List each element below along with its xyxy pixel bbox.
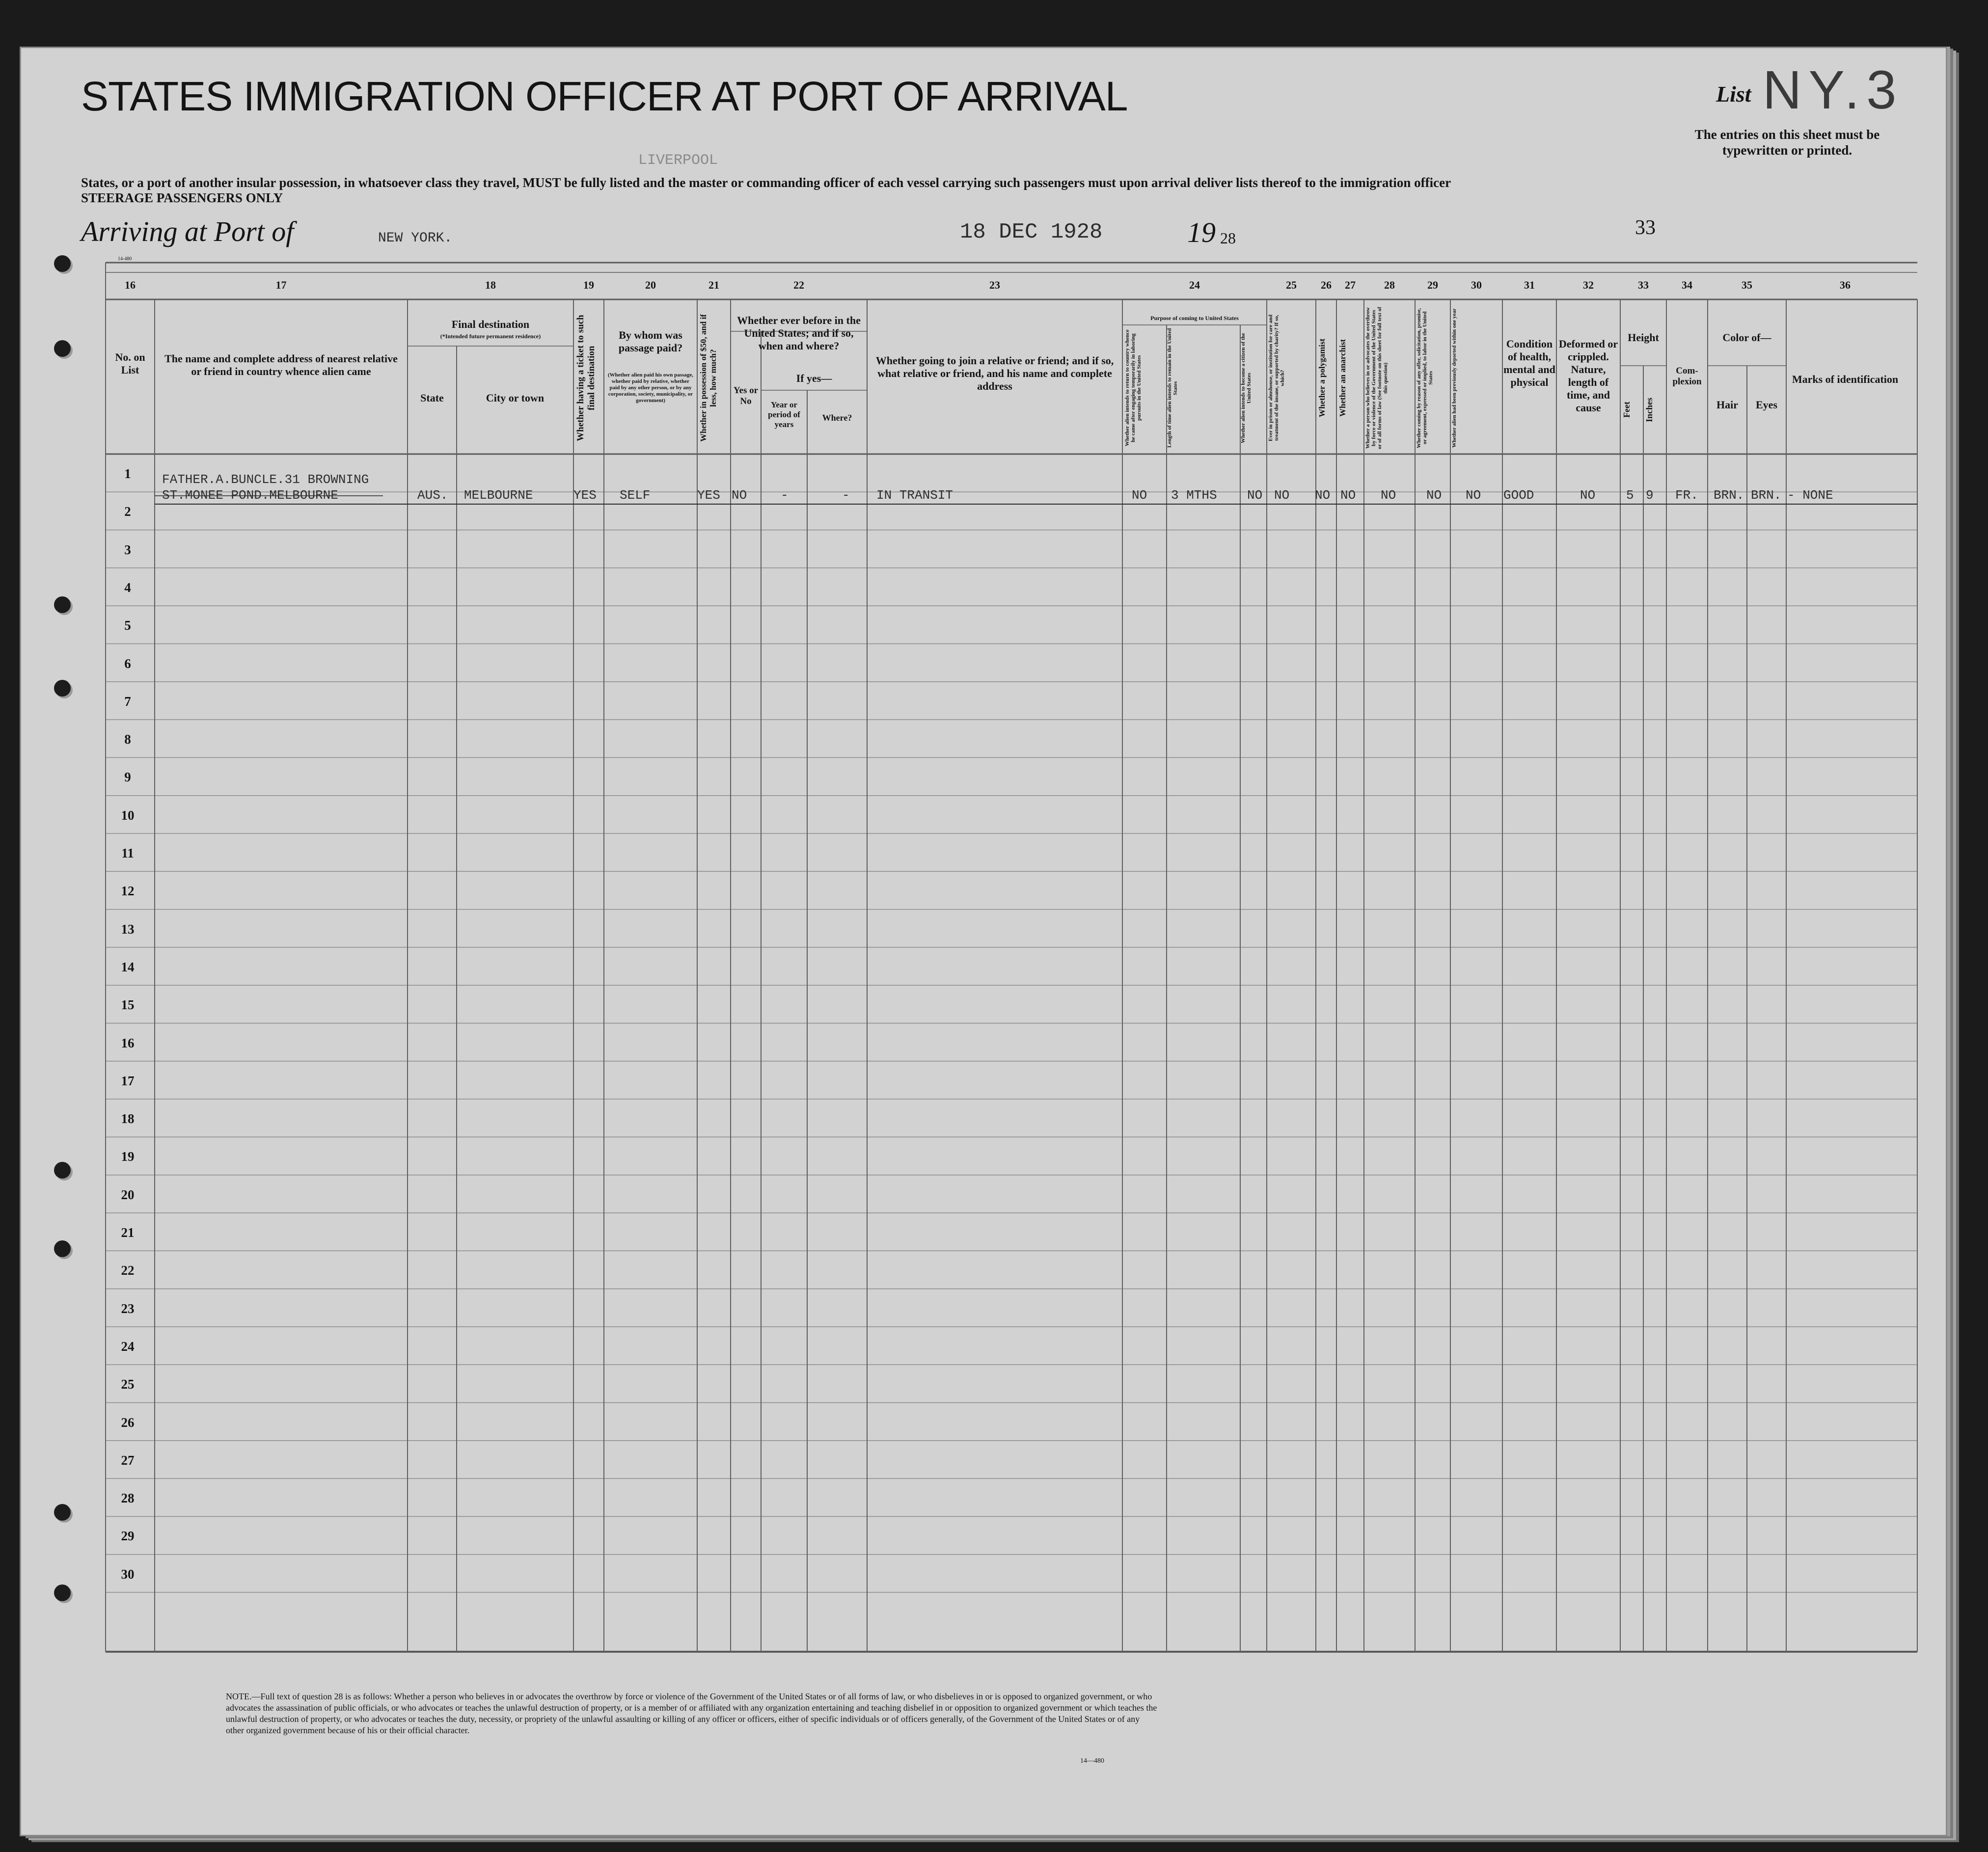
col-33: 33 [1638, 279, 1649, 291]
row-number: 2 [124, 504, 131, 519]
header-anarchist: Whether an anarchist [1338, 339, 1347, 417]
header-q30: Whether alien had been previously deported within one year [1451, 308, 1457, 448]
header-purpose-citizen: Whether alien intends to become a citizen of the United States [1240, 333, 1252, 443]
list-number: NY.3 [1763, 60, 1904, 120]
col-34: 34 [1682, 279, 1692, 291]
port-value: NEW YORK. [378, 231, 453, 246]
header-feet: Feet [1622, 402, 1632, 418]
row-number: 10 [121, 807, 135, 823]
header-eyes: Eyes [1756, 399, 1777, 411]
header-purpose: Purpose of coming to United States [1150, 315, 1239, 322]
col-35: 35 [1742, 279, 1752, 291]
entry-condition: GOOD [1503, 488, 1534, 503]
year-prefix: 19 [1187, 216, 1216, 248]
entry-prison: NO [1274, 488, 1290, 503]
header-no-on-list: No. on List [115, 351, 145, 376]
typewritten-instruction: The entries on this sheet must be typewritten or printed. [1694, 127, 1880, 158]
row-number: 17 [121, 1073, 135, 1088]
row-number: 26 [121, 1415, 135, 1430]
row-number: 22 [121, 1263, 135, 1278]
entry-ever-before: NO [732, 488, 747, 503]
header-final-destination-note: (*Intended future permanent residence) [440, 333, 541, 340]
row-number: 30 [121, 1566, 135, 1582]
col-23: 23 [989, 279, 1000, 291]
header-where: Where? [822, 413, 852, 423]
row-number: 5 [124, 618, 131, 633]
entry-city: MELBOURNE [464, 488, 533, 503]
entry-complexion: FR. [1675, 488, 1698, 503]
col-30: 30 [1471, 279, 1482, 291]
row-number: 14 [121, 959, 135, 974]
header-complexion: Com- plexion [1672, 366, 1702, 387]
header-purpose-length: Length of time alien intends to remain in the United States [1167, 328, 1178, 448]
header-q29: Whether coming by reason of any offer, solicitation, promise, or agreement, expressed or implied, to labor in the United States [1416, 308, 1434, 448]
col-31: 31 [1524, 279, 1535, 291]
header-yes-or-no: Yes or No [733, 385, 759, 406]
entry-relative-line2: ST.MONEE POND.MELBOURNE [162, 488, 338, 503]
row-number: 7 [124, 694, 131, 709]
col-16: 16 [125, 279, 136, 291]
entry-ticket: YES [573, 488, 597, 503]
entry-q29: NO [1426, 488, 1442, 503]
col-19: 19 [583, 279, 594, 291]
header-prison: Ever in prison or almshouse, or institution for care and treatment of the insane, or supported by charity? If so, which? [1268, 314, 1285, 442]
entry-joining: IN TRANSIT [876, 488, 953, 503]
row-number: 23 [121, 1301, 135, 1316]
entry-marks: - NONE [1787, 488, 1833, 503]
row-number: 18 [121, 1111, 135, 1127]
header-joining: Whether going to join a relative or friend; and if so, what relative or friend, and his name and complete address [875, 354, 1114, 392]
col-26: 26 [1321, 279, 1332, 291]
col-36: 36 [1840, 279, 1851, 291]
row-number: 13 [121, 921, 135, 937]
entry-deformed: NO [1580, 488, 1596, 503]
year-suffix: 28 [1220, 229, 1236, 247]
form-code: 14-480 [118, 256, 132, 262]
entry-inches: 9 [1646, 488, 1654, 503]
col-27: 27 [1345, 279, 1356, 291]
arriving-label: Arriving at Port of [81, 215, 294, 247]
header-polygamist: Whether a polygamist [1317, 338, 1327, 418]
col-29: 29 [1427, 279, 1438, 291]
row-number: 19 [121, 1149, 135, 1164]
header-class: STEERAGE PASSENGERS ONLY [81, 190, 283, 205]
entry-year-period: - [781, 488, 789, 503]
footer-form-code: 14—480 [1080, 1757, 1104, 1765]
col-24: 24 [1189, 279, 1200, 291]
row-number: 29 [121, 1529, 135, 1544]
header-passage-paid: By whom was passage paid? [618, 329, 683, 354]
col-25: 25 [1286, 279, 1297, 291]
row-number: 20 [121, 1187, 135, 1202]
header-inches: Inches [1644, 398, 1654, 423]
header-state: State [420, 392, 444, 404]
row-number: 1 [124, 466, 131, 481]
row-number: 16 [121, 1035, 135, 1050]
row-number: 15 [121, 997, 135, 1013]
header-relative-abroad: The name and complete address of nearest relative or friend in country whence alien came [164, 352, 398, 377]
row-number: 9 [124, 770, 131, 785]
entry-state: AUS. [417, 488, 448, 503]
col-22: 22 [793, 279, 804, 291]
header-height: Height [1628, 331, 1659, 344]
header-ever-before: Whether ever before in the United States; and if so, when and where? [737, 314, 861, 352]
header-hair: Hair [1716, 399, 1738, 411]
header-condition: Condition of health, mental and physical [1503, 338, 1555, 388]
list-label: List [1716, 81, 1751, 107]
entry-anarchist: NO [1340, 488, 1356, 503]
header-if-yes: If yes— [796, 372, 832, 384]
row-number: 8 [124, 732, 131, 747]
footnote: NOTE.—Full text of question 28 is as follows: Whether a person who believes in or advocates the overthrow by force or violence of the Government of the United States or of all forms of law, or who disbelieves in or is opposed to organized government, or who advocates the assassination of public officials, or who advocates or teaches the unlawful destruction of property, or is a member of or affiliated with any organization entertaining and teaching disbelief in or opposition to organized government or which teaches the unlawful destruction of property, or who advocates or teaches the duty, necessity, or propriety of the unlawful assaulting or killing of any officer or officers, either of specific individuals or of officers generally, of the Government of the United States or of any other organized government because of his or their official character. [226, 1691, 1157, 1735]
arrival-date: 18 DEC 1928 [960, 220, 1103, 244]
row-number: 12 [121, 884, 135, 899]
header-purpose-return: Whether alien intends to return to country whence he came after engaging temporarily in laboring pursuits in the United States [1124, 329, 1142, 447]
entry-purpose-length: 3 MTHS [1171, 488, 1217, 503]
header-instruction: States, or a port of another insular possession, in whatsoever class they travel, MUST be fully listed and the master or commanding officer of each vessel carrying such passengers must upon arrival deliver lists thereof to the immigration officer [81, 175, 1451, 190]
header-marks: Marks of identification [1792, 373, 1899, 385]
col-21: 21 [708, 279, 719, 291]
header-passage-paid-note: (Whether alien paid his own passage, whether paid by relative, whether paid by any other person, or by any corporation, society, municipality, or government) [608, 372, 693, 403]
row-number: 24 [121, 1339, 135, 1354]
header-ticket: Whether having a ticket to such final destination [575, 315, 597, 441]
row-number: 4 [124, 580, 131, 595]
row-number: 25 [121, 1377, 135, 1392]
header-city: City or town [486, 392, 545, 404]
entry-feet: 5 [1626, 488, 1634, 503]
col-28: 28 [1384, 279, 1395, 291]
col-32: 32 [1583, 279, 1594, 291]
entry-purpose-citizen: NO [1247, 488, 1263, 503]
col-17: 17 [275, 279, 287, 291]
entry-purpose-return: NO [1132, 488, 1147, 503]
row-number: 21 [121, 1225, 135, 1240]
entry-relative-line1: FATHER.A.BUNCLE.31 BROWNING [162, 472, 369, 487]
header-possession-50: Whether in possession of $50, and if less, how much? [699, 314, 718, 442]
header-deformed: Deformed or crippled. Nature, length of time, and cause [1558, 338, 1618, 414]
row-number: 28 [121, 1491, 135, 1506]
col-18: 18 [485, 279, 496, 291]
entry-q28: NO [1381, 488, 1396, 503]
entry-where: - [842, 488, 850, 503]
header-final-destination: Final destination [451, 318, 530, 330]
entry-hair: BRN. [1714, 488, 1744, 503]
entry-polygamist: NO [1315, 488, 1331, 503]
row-number: 27 [121, 1452, 135, 1468]
entry-eyes: BRN. [1751, 488, 1782, 503]
header-color-of: Color of— [1722, 331, 1771, 344]
entry-q30: NO [1466, 488, 1481, 503]
entry-money: YES [697, 488, 720, 503]
header-q28: Whether a person who believes in or advocates the overthrow by force or violence of the Government of the United States or of all forms of law (See footnote on this sheet for full text of this question) [1365, 307, 1389, 449]
row-number: 6 [124, 656, 131, 671]
col-20: 20 [645, 279, 656, 291]
row-number: 11 [121, 846, 134, 860]
header-year-period: Year or period of years [768, 400, 800, 429]
entry-passage: SELF [620, 488, 651, 503]
sheet-number: 33 [1635, 216, 1656, 239]
ghost-stamp: LIVERPOOL [638, 152, 718, 169]
page-title: STATES IMMIGRATION OFFICER AT PORT OF ARRIVAL [81, 73, 1128, 119]
row-number: 3 [124, 542, 131, 557]
